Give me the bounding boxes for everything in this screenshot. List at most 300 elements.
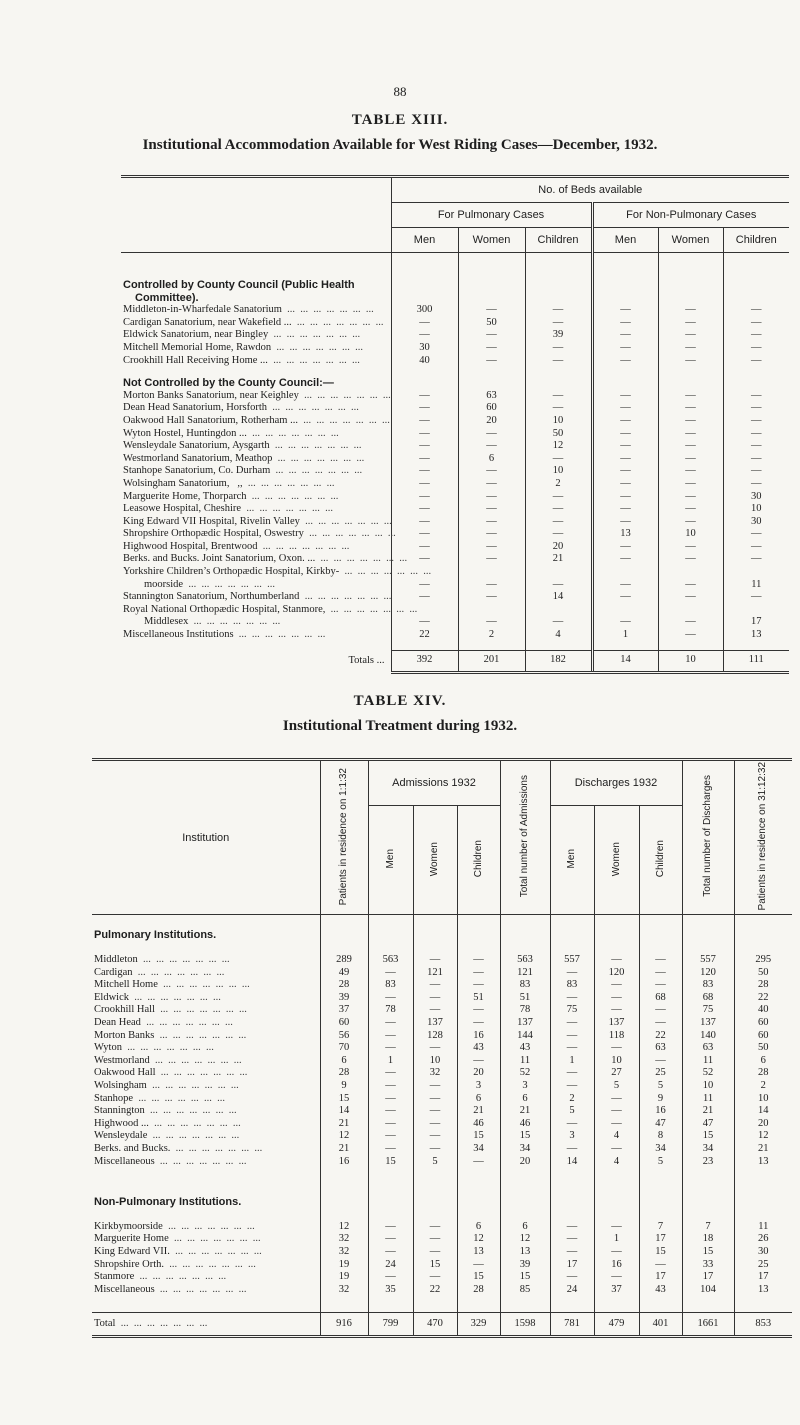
value-cell: 35 [368, 1284, 413, 1297]
value-cell: 1 [550, 1055, 594, 1068]
table14-sub-col-header: Men [566, 849, 578, 869]
value-cell: — [550, 1030, 594, 1043]
value-cell: 22 [639, 1030, 682, 1043]
row-label: Stannington Sanatorium, Northumberland [123, 591, 300, 603]
totals-label-cell [121, 650, 391, 672]
value-cell: 6 [457, 1093, 500, 1106]
section-heading [121, 279, 789, 292]
value-cell: — [592, 478, 658, 491]
row-label: Cardigan [94, 966, 133, 978]
row-label-cell [92, 1030, 320, 1043]
row-label: moorside [123, 578, 184, 590]
row-label: Highwood Hospital, Brentwood [123, 540, 258, 552]
row-label: Stanmore [94, 1271, 135, 1283]
value-cell: — [368, 1030, 413, 1043]
row-label-cell [121, 342, 391, 355]
table14-sub-col-header: Men [384, 849, 396, 869]
row-label: Mitchell Home [94, 979, 158, 991]
value-cell: — [594, 1042, 639, 1055]
table-row [92, 1271, 792, 1284]
value-cell: 5 [639, 1156, 682, 1169]
spacer-row [121, 642, 789, 651]
value-cell: — [658, 304, 723, 317]
table-row [92, 1030, 792, 1043]
value-cell: — [368, 1017, 413, 1030]
total-value: 201 [458, 650, 525, 672]
value-cell: — [658, 616, 723, 629]
value-cell: 13 [500, 1246, 550, 1259]
value-cell: 6 [457, 1221, 500, 1234]
value-cell: 37 [594, 1284, 639, 1297]
row-label-cell [121, 541, 391, 554]
value-cell: — [457, 979, 500, 992]
table14-admissions-header: Admissions 1932 [368, 760, 500, 806]
dot-leader: ... ... ... ... ... ... ... [188, 616, 281, 628]
row-label: Eldwick Sanatorium, near Bingley [123, 329, 269, 341]
value-cell: — [658, 453, 723, 466]
value-cell: — [413, 979, 457, 992]
dot-leader: ... ... ... ... ... ... ... [299, 591, 392, 603]
row-label: Middlesex [123, 616, 189, 628]
value-cell: 85 [500, 1284, 550, 1297]
row-label-cell [92, 1271, 320, 1284]
value-cell: — [368, 1080, 413, 1093]
value-cell [658, 566, 723, 579]
table-row [92, 1143, 792, 1156]
value-cell [458, 566, 525, 579]
value-cell: 15 [413, 1259, 457, 1272]
value-cell: 17 [550, 1259, 594, 1272]
total-value: 10 [658, 650, 723, 672]
value-cell: 60 [734, 1030, 792, 1043]
spacer-row [92, 1296, 792, 1313]
row-label: Dean Head Sanatorium, Horsforth [123, 402, 268, 414]
value-cell: 60 [734, 1017, 792, 1030]
value-cell: — [723, 355, 789, 368]
value-cell: 23 [682, 1156, 734, 1169]
spacer-row [92, 915, 792, 930]
value-cell: 83 [550, 979, 594, 992]
table13-group-pulmonary: For Pulmonary Cases [391, 203, 592, 228]
value-cell: 6 [500, 1093, 550, 1106]
row-label-cell [92, 1004, 320, 1017]
table-row [121, 516, 789, 529]
table13-col-header: Children [525, 228, 592, 253]
table-row [92, 1067, 792, 1080]
row-label: Crookhill Hall Receiving Home ... [123, 354, 268, 366]
value-cell: 47 [682, 1118, 734, 1131]
value-cell: 12 [320, 1221, 368, 1234]
row-label-cell [121, 603, 418, 617]
value-cell: — [458, 428, 525, 441]
value-cell: — [458, 528, 525, 541]
value-cell: 37 [320, 1004, 368, 1017]
value-cell: — [594, 992, 639, 1005]
value-cell: — [592, 440, 658, 453]
value-cell [723, 566, 789, 579]
value-cell: 4 [594, 1156, 639, 1169]
value-cell: 43 [457, 1042, 500, 1055]
value-cell: — [658, 553, 723, 566]
value-cell: 20 [734, 1118, 792, 1131]
value-cell: 13 [457, 1246, 500, 1259]
section-heading-text: Committee). [135, 291, 199, 304]
value-cell: 24 [368, 1259, 413, 1272]
value-cell: — [658, 629, 723, 642]
section-heading-text: Non-Pulmonary Institutions. [94, 1196, 242, 1209]
row-label-cell [121, 566, 432, 579]
value-cell: — [594, 1118, 639, 1131]
value-cell: — [723, 304, 789, 317]
table13-header-top: No. of Beds available [391, 177, 789, 203]
value-cell: 20 [458, 415, 525, 428]
value-cell: 19 [320, 1271, 368, 1284]
dot-leader: ... ... ... ... ... ... ... [134, 1271, 227, 1283]
value-cell: 137 [594, 1017, 639, 1030]
row-label: Stannington [94, 1105, 145, 1117]
row-label: Wolsingham Sanatorium, ,, [123, 477, 243, 489]
table14-institution-header: Institution [92, 760, 320, 915]
dot-leader: ... ... ... ... ... ... ... [297, 414, 390, 426]
row-label: Dean Head [94, 1017, 141, 1028]
value-cell: — [413, 1130, 457, 1143]
table13-corner [121, 177, 391, 203]
value-cell: 15 [457, 1130, 500, 1143]
value-cell: 121 [500, 967, 550, 980]
value-cell: 20 [500, 1156, 550, 1169]
value-cell: — [658, 355, 723, 368]
value-cell: 5 [550, 1105, 594, 1118]
value-cell: — [368, 1233, 413, 1246]
value-cell: — [723, 329, 789, 342]
table13-col-header: Women [458, 228, 525, 253]
value-cell: — [391, 553, 458, 566]
value-cell: — [457, 1259, 500, 1272]
value-cell: 6 [500, 1221, 550, 1234]
table13-col-header: Men [391, 228, 458, 253]
value-cell: 50 [458, 317, 525, 330]
table-row [121, 304, 789, 317]
value-cell: 20 [457, 1067, 500, 1080]
value-cell: 12 [500, 1233, 550, 1246]
value-cell: — [723, 591, 789, 604]
table-row [121, 465, 789, 478]
value-cell: 52 [682, 1067, 734, 1080]
value-cell: 32 [320, 1233, 368, 1246]
dot-leader: ... ... ... ... ... ... ... [233, 629, 326, 641]
value-cell: — [550, 1221, 594, 1234]
spacer-row [92, 942, 792, 954]
table-row [121, 453, 789, 466]
value-cell: 30 [723, 516, 789, 529]
value-cell: — [368, 1143, 413, 1156]
value-cell: — [368, 1093, 413, 1106]
table14-number: TABLE XIV. [353, 693, 447, 709]
value-cell: — [391, 453, 458, 466]
value-cell: 12 [320, 1130, 368, 1143]
totals-label: Totals ... [348, 654, 385, 666]
row-label-cell [92, 1143, 320, 1156]
value-cell: 11 [682, 1055, 734, 1068]
value-cell: — [525, 402, 592, 415]
value-cell: — [592, 516, 658, 529]
value-cell: 21 [320, 1118, 368, 1131]
value-cell: 1 [592, 629, 658, 642]
row-label: Oakwood Hall Sanatorium, Rotherham ... [123, 414, 298, 426]
value-cell: 40 [734, 1004, 792, 1017]
dot-leader: ... ... ... ... ... ... ... [272, 452, 365, 464]
value-cell: — [458, 440, 525, 453]
value-cell: 21 [457, 1105, 500, 1118]
table-row [121, 553, 789, 566]
value-cell: — [391, 317, 458, 330]
value-cell: — [592, 541, 658, 554]
table-row [92, 1042, 792, 1055]
value-cell: — [592, 579, 658, 592]
value-cell: — [658, 428, 723, 441]
value-cell: 51 [500, 992, 550, 1005]
value-cell: — [413, 1221, 457, 1234]
table-row [92, 1246, 792, 1259]
value-cell: 10 [734, 1093, 792, 1106]
row-label: Shropshire Orth. [94, 1258, 164, 1270]
value-cell: 137 [500, 1017, 550, 1030]
spacer-row [92, 1209, 792, 1221]
value-cell [525, 566, 592, 579]
row-label-cell [92, 1055, 320, 1068]
value-cell: 52 [500, 1067, 550, 1080]
row-label: Wyton [94, 1042, 122, 1054]
table-row [92, 1284, 792, 1297]
value-cell: — [594, 1093, 639, 1106]
row-label-cell [92, 1080, 320, 1093]
table-row [92, 1130, 792, 1143]
value-cell: 2 [525, 478, 592, 491]
value-cell: — [550, 1233, 594, 1246]
table13-title: Institutional Accommodation Available for West Riding Cases—December, 1932. [142, 137, 658, 153]
dot-leader: ... ... ... ... ... ... ... [271, 341, 364, 353]
value-cell: — [368, 1118, 413, 1131]
value-cell: 50 [525, 428, 592, 441]
row-label-cell [121, 304, 391, 317]
value-cell: — [658, 579, 723, 592]
dot-leader: ... ... ... ... ... ... ... [154, 1155, 247, 1167]
value-cell: 563 [368, 954, 413, 967]
table13 [121, 175, 789, 674]
row-label: Westmorland Sanatorium, Meathop [123, 452, 273, 464]
table13-col-header: Women [658, 228, 723, 253]
value-cell: 22 [391, 629, 458, 642]
value-cell: — [458, 478, 525, 491]
dot-leader: ... ... ... ... ... ... ... [115, 1317, 208, 1329]
value-cell: — [550, 1067, 594, 1080]
value-cell: — [413, 1004, 457, 1017]
table14-sub-col-header: Children [654, 840, 666, 878]
value-cell: — [413, 1271, 457, 1284]
value-cell: 2 [734, 1080, 792, 1093]
value-cell: 60 [320, 1017, 368, 1030]
table14-sub-col-header: Women [429, 841, 440, 876]
table-row [92, 1221, 792, 1234]
value-cell: 9 [639, 1093, 682, 1106]
value-cell: — [592, 342, 658, 355]
value-cell: 39 [320, 992, 368, 1005]
value-cell: 75 [682, 1004, 734, 1017]
table-row [121, 579, 789, 592]
table14 [92, 758, 792, 1338]
value-cell: — [639, 954, 682, 967]
value-cell: — [413, 1233, 457, 1246]
value-cell: 13 [592, 528, 658, 541]
value-cell: — [594, 979, 639, 992]
row-label-cell [92, 1118, 320, 1131]
table-row [121, 440, 789, 453]
value-cell: — [458, 616, 525, 629]
value-cell: 21 [734, 1143, 792, 1156]
row-label: Stanhope [94, 1092, 134, 1104]
value-cell: — [457, 967, 500, 980]
value-cell: — [413, 1118, 457, 1131]
value-cell: — [723, 390, 789, 403]
table-row [121, 329, 789, 342]
value-cell: 60 [458, 402, 525, 415]
row-label: Miscellaneous Institutions [123, 629, 234, 641]
value-cell [723, 604, 789, 617]
value-cell: — [658, 465, 723, 478]
dot-leader: ... ... ... ... ... ... ... [148, 1117, 241, 1129]
row-label-cell [121, 453, 391, 466]
value-cell: — [723, 415, 789, 428]
value-cell: — [592, 304, 658, 317]
dot-leader: ... ... ... ... ... ... ... [339, 566, 432, 578]
value-cell: — [658, 591, 723, 604]
value-cell: 13 [723, 629, 789, 642]
dot-leader: ... ... ... ... ... ... ... [132, 966, 225, 978]
dot-leader: ... ... ... ... ... ... ... [315, 553, 408, 565]
value-cell: — [368, 992, 413, 1005]
value-cell: — [413, 992, 457, 1005]
table-row [121, 491, 789, 504]
value-cell [458, 604, 525, 617]
value-cell: 32 [320, 1284, 368, 1297]
value-cell: 49 [320, 967, 368, 980]
value-cell [525, 604, 592, 617]
row-label: Royal National Orthopædic Hospital, Stanmore, [123, 603, 326, 615]
dot-leader: ... ... ... ... ... ... ... [155, 1067, 248, 1079]
row-label-cell [121, 355, 391, 368]
table13-number: TABLE XIII. [351, 112, 449, 128]
total-value: 392 [391, 650, 458, 672]
value-cell: 68 [682, 992, 734, 1005]
row-label: Marguerite Home, Thorparch [123, 490, 247, 502]
value-cell: 6 [458, 453, 525, 466]
row-label: Marguerite Home [94, 1233, 169, 1245]
table14-total-admissions-header: Total number of Admissions [519, 775, 531, 898]
value-cell: — [594, 1271, 639, 1284]
value-cell: 17 [682, 1271, 734, 1284]
value-cell: — [592, 616, 658, 629]
value-cell: — [723, 541, 789, 554]
row-label-cell [92, 1156, 320, 1169]
value-cell: — [550, 1017, 594, 1030]
value-cell: 21 [320, 1143, 368, 1156]
value-cell: 28 [320, 979, 368, 992]
row-label: Stanhope Sanatorium, Co. Durham [123, 465, 271, 477]
spacer-row [92, 1168, 792, 1196]
value-cell: — [391, 440, 458, 453]
value-cell: — [723, 465, 789, 478]
total-value: 401 [639, 1313, 682, 1337]
value-cell: 34 [457, 1143, 500, 1156]
value-cell: — [413, 1105, 457, 1118]
value-cell: — [458, 579, 525, 592]
total-value: 182 [525, 650, 592, 672]
section-heading [121, 377, 789, 390]
value-cell: — [458, 355, 525, 368]
value-cell: — [391, 491, 458, 504]
value-cell: 13 [734, 1156, 792, 1169]
total-value: 470 [413, 1313, 457, 1337]
value-cell: 63 [458, 390, 525, 403]
value-cell: — [458, 591, 525, 604]
value-cell: — [639, 967, 682, 980]
value-cell: 4 [594, 1130, 639, 1143]
dot-leader: ... ... ... ... ... ... ... [149, 1054, 242, 1066]
value-cell: 51 [457, 992, 500, 1005]
value-cell: 78 [500, 1004, 550, 1017]
table-row [92, 1080, 792, 1093]
value-cell: — [594, 954, 639, 967]
value-cell: 1 [368, 1055, 413, 1068]
total-value: 14 [592, 650, 658, 672]
row-label: Shropshire Orthopædic Hospital, Oswestry [123, 528, 304, 540]
value-cell: — [458, 541, 525, 554]
value-cell: — [457, 954, 500, 967]
row-label-cell [121, 390, 391, 403]
value-cell: 557 [682, 954, 734, 967]
table-row [121, 415, 789, 428]
dot-leader: ... ... ... ... ... ... ... [140, 1017, 233, 1028]
value-cell: 289 [320, 954, 368, 967]
value-cell: — [368, 1067, 413, 1080]
value-cell: 28 [734, 979, 792, 992]
table14-sub-col-header: Women [610, 841, 622, 876]
row-label: Oakwood Hall [94, 1067, 156, 1079]
value-cell: 70 [320, 1042, 368, 1055]
value-cell: — [391, 478, 458, 491]
value-cell: 17 [639, 1271, 682, 1284]
table-row [121, 566, 789, 579]
value-cell: 16 [639, 1105, 682, 1118]
value-cell: 120 [682, 967, 734, 980]
row-label-cell [121, 528, 396, 541]
value-cell: 15 [682, 1246, 734, 1259]
value-cell: — [658, 415, 723, 428]
dot-leader: ... ... ... ... ... ... ... [325, 603, 418, 615]
row-label-cell [121, 616, 391, 629]
row-label: Wensleydale Sanatorium, Aysgarth [123, 440, 270, 452]
value-cell: — [368, 967, 413, 980]
value-cell: 15 [320, 1093, 368, 1106]
value-cell: 11 [723, 579, 789, 592]
row-label-cell [121, 440, 391, 453]
total-value: 799 [368, 1313, 413, 1337]
value-cell: 15 [368, 1156, 413, 1169]
value-cell: 5 [413, 1156, 457, 1169]
row-label-cell [121, 579, 391, 592]
row-label-cell [92, 954, 320, 967]
value-cell: — [457, 1055, 500, 1068]
